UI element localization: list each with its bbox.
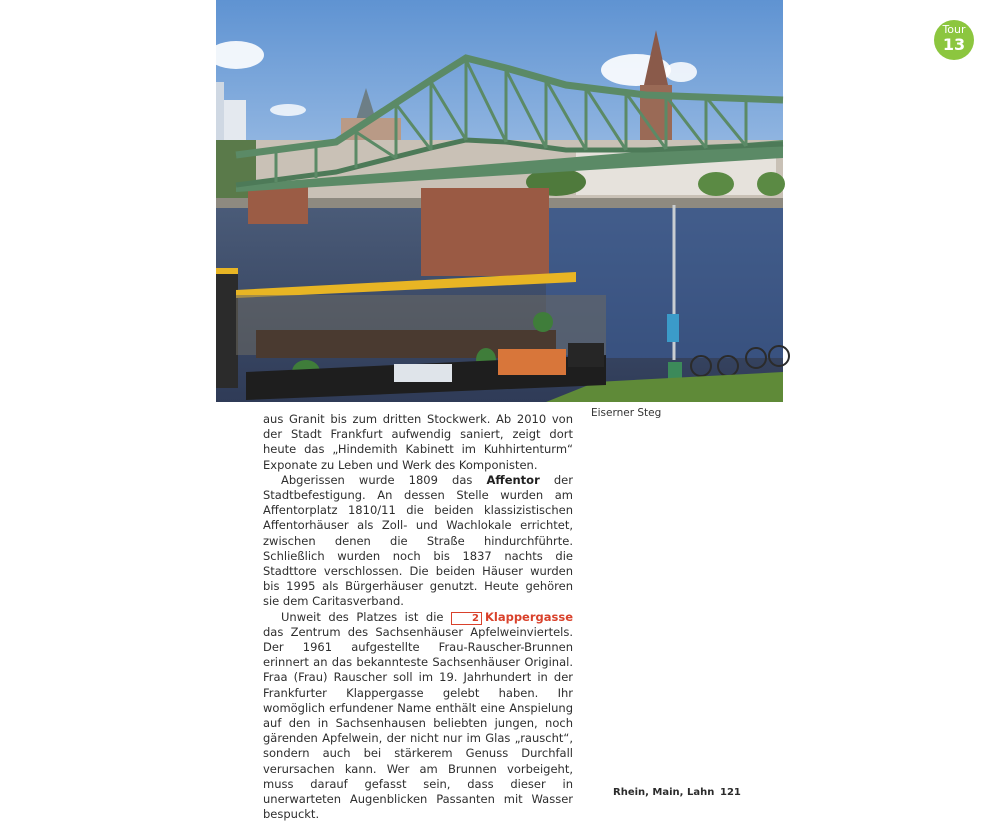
paragraph-2-intro: Abgerissen wurde 1809 das <box>281 472 487 487</box>
trees <box>757 172 785 196</box>
boat-sign-orange <box>498 349 566 375</box>
boat-sign-dark <box>568 343 604 367</box>
footer-section-title: Rhein, Main, Lahn <box>613 787 715 798</box>
paragraph-3-intro: Unweit des Platzes ist die <box>281 609 451 624</box>
building <box>224 100 246 140</box>
boat-left <box>216 268 238 388</box>
tour-badge-number: 13 <box>942 35 966 54</box>
page-number: 121 <box>720 787 741 798</box>
sign <box>667 314 679 342</box>
photo-caption: Eiserner Steg <box>591 407 662 419</box>
paragraph-1: aus Granit bis zum dritten Stockwerk. Ab 2010 von der Stadt Frankfurt aufwendig saniert, zeigt dort heute das „Hindemith Kabinett im Kuhhirtenturm“ Exponate zu Leben und Werk des Komponisten. <box>263 412 573 472</box>
bridge-pier <box>421 188 549 276</box>
photo-illustration <box>216 0 783 402</box>
trees <box>698 172 734 196</box>
paragraph-3 <box>263 610 573 822</box>
bridge-photo <box>216 0 966 402</box>
cloud <box>208 41 264 69</box>
map-marker-number: 2 <box>451 612 482 625</box>
paragraph-2 <box>263 473 573 610</box>
boat-left-roof <box>216 268 238 274</box>
tour-badge <box>934 20 974 60</box>
cloud <box>665 62 697 82</box>
tour-badge-label: Tour <box>942 23 966 36</box>
cloud <box>270 104 306 116</box>
klappergasse-highlight: Klappergasse <box>484 609 573 624</box>
building <box>216 82 224 140</box>
article-body <box>263 412 573 822</box>
boat-sign <box>394 364 452 382</box>
affentor-highlight: Affentor <box>486 472 540 487</box>
paragraph-2-rest: der Stadtbefestigung. An dessen Stelle wurden am Affentorplatz 1810/11 die beiden klassizistischen Affentorhäuser als Zoll- und Wachlokale errichtet, zwischen denen die Straße hindurchführte. Schließlich wurden noch bis 1837 nachts die Stadttore verschlossen. Die beiden Häuser wurden bis 1995 als Bürgerhäuser genutzt. Heute gehören sie dem Caritasverband. <box>263 472 573 609</box>
paragraph-3-rest: das Zentrum des Sachsenhäuser Apfelweinviertels. Der 1961 aufgestellte Frau-Rauscher-Brunnen erinnert an das bekannteste Sachsenhäuser Original. Fraa (Frau) Rauscher soll im 19. Jahrhundert in der Frankfurter Klappergasse gelebt haben. Ihr womöglich erfundener Name enthält eine Anspielung auf den in Sachsenhausen beliebten jungen, noch gärenden Apfelwein, der nicht nur im Glas „rauscht“, sondern auch bei stärkerem Genuss Durchfall verursachen kann. Wer am Brunnen vorbeigeht, muss darauf gefasst sein, dass dieser in unerwarteten Augenblicken Passanten mit Wasser bespuckt. <box>263 624 573 822</box>
